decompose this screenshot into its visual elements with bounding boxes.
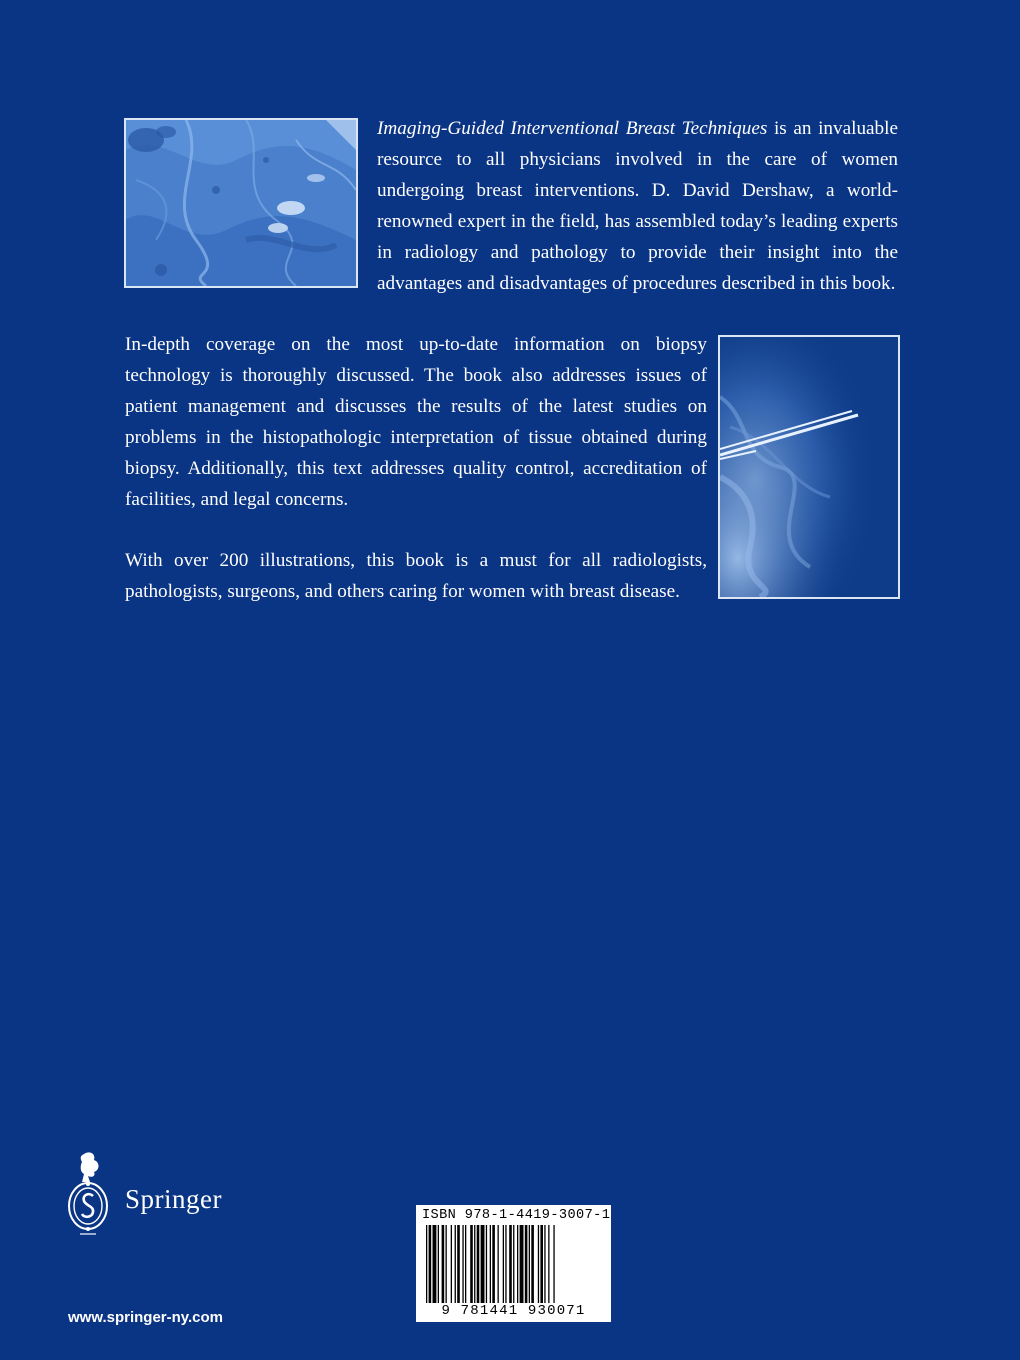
barcode-bar	[457, 1225, 460, 1307]
coverage-paragraph: In-depth coverage on the most up-to-date information on biopsy technology is thoroughly discussed. The book also addresses issues of patient management and discusses the results of the latest studies on problems in the histopathologic interpretation of tissue obtained during biopsy. Additionally, this text addresses quality control, accreditation of facilities, and legal concerns.	[125, 334, 707, 510]
barcode-bar	[438, 1225, 439, 1307]
barcode-bar	[529, 1225, 530, 1307]
barcode-bar	[513, 1225, 514, 1307]
barcode-bar	[429, 1225, 432, 1307]
barcode-bars	[422, 1225, 606, 1307]
barcode-bar	[433, 1225, 437, 1307]
closing-paragraph: With over 200 illustrations, this book is a must for all radiologists, pathologists, surgeons, and others caring for women with breast disease.	[125, 550, 707, 602]
barcode-bar	[531, 1225, 534, 1307]
barcode-bar	[465, 1225, 466, 1307]
barcode-bar	[442, 1225, 445, 1307]
barcode-bar	[481, 1225, 485, 1307]
barcode-bar	[477, 1225, 480, 1307]
intro-paragraph	[377, 113, 898, 299]
barcode-bar	[492, 1225, 495, 1307]
barcode-bar	[426, 1225, 427, 1307]
ean-digits: 9 781441 930071	[416, 1303, 611, 1319]
barcode-bar	[517, 1225, 518, 1307]
barcode-bar	[498, 1225, 499, 1307]
barcode-bar	[525, 1225, 528, 1307]
barcode-bar	[455, 1225, 456, 1307]
barcode-bar	[538, 1225, 539, 1307]
springer-knight-logo-icon	[66, 1148, 110, 1240]
barcode-bar	[544, 1225, 545, 1307]
barcode-bar	[470, 1225, 473, 1307]
barcode-bar	[548, 1225, 549, 1307]
barcode-bar	[446, 1225, 447, 1307]
barcode-bar	[462, 1225, 463, 1307]
barcode-bar	[503, 1225, 504, 1307]
barcode-bar	[474, 1225, 475, 1307]
mammogram-needle-image	[718, 335, 900, 599]
barcode-bar	[540, 1225, 543, 1307]
book-title: Imaging-Guided Interventional Breast Techniques	[377, 118, 768, 139]
intro-text: is an invaluable resource to all physicians involved in the care of women undergoing breast interventions. D. David Dershaw, a world-renowned expert in the field, has assembled today’s leading experts in radiology and pathology to provide their insight into the advantages and disadvantages of procedures described in this book.	[377, 118, 898, 294]
barcode-bar	[490, 1225, 491, 1307]
isbn-label: ISBN 978-1-4419-3007-1	[422, 1208, 611, 1223]
publisher-name: Springer	[125, 1184, 222, 1214]
histology-image	[124, 118, 358, 288]
barcode-bar	[520, 1225, 524, 1307]
barcode-bar	[486, 1225, 487, 1307]
barcode-bar	[553, 1225, 554, 1307]
isbn-barcode	[416, 1205, 611, 1322]
barcode-bar	[451, 1225, 452, 1307]
barcode-bar	[505, 1225, 506, 1307]
barcode-bar	[509, 1225, 512, 1307]
publisher-url[interactable]: www.springer-ny.com	[68, 1309, 224, 1326]
